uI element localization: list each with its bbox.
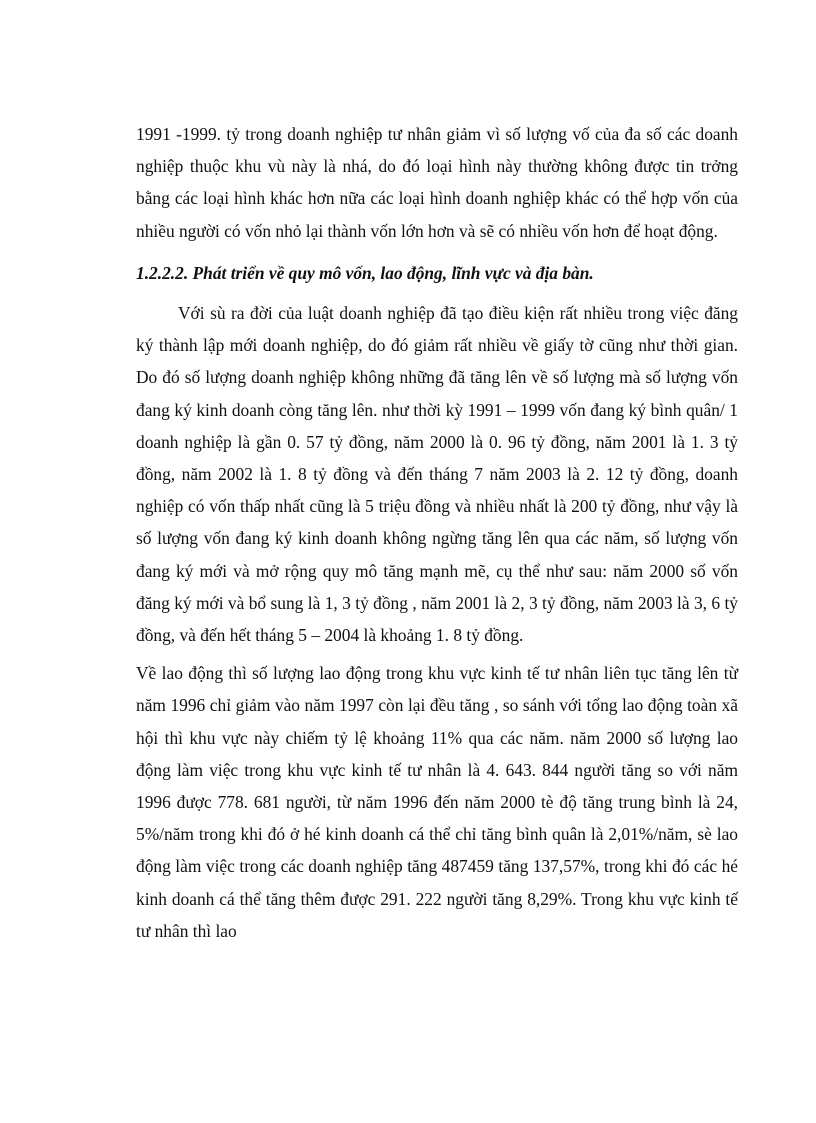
paragraph-capital: Với sù ra đời của luật doanh nghiệp đã tạo điều kiện rất nhiều trong việc đăng ký thành lập mới doanh nghiệp, do đó giảm rất nhiều về giấy tờ cũng như thời gian. Do đó số lượng doanh nghiệp không những đã tăng lên về số lượng mà số lượng vốn đang ký kinh doanh còng tăng lên. như thời kỳ 1991 – 1999 vốn đang ký bình quân/ 1 doanh nghiệp là gần 0. 57 tỷ đồng, năm 2000 là 0. 96 tỷ đồng, năm 2001 là 1. 3 tỷ đồng, năm 2002 là 1. 8 tỷ đồng và đến tháng 7 năm 2003 là 2. 12 tỷ đồng, doanh nghiệp có vốn thấp nhất cũng là 5 triệu đồng và nhiều nhất là 200 tỷ đồng, như vậy là số lượng vốn đang ký kinh doanh không ngừng tăng lên qua các năm, số lượng vốn đang ký mới và mở rộng quy mô tăng mạnh mẽ, cụ thể như sau: năm 2000 số vốn đăng ký mới và bổ sung là 1, 3 tỷ đồng , năm 2001 là 2, 3 tỷ đồng, năm 2003 là 3, 6 tỷ đồng, và đến hết tháng 5 – 2004 là khoảng 1. 8 tỷ đồng.: [136, 303, 738, 646]
page-content: [136, 118, 738, 947]
section-heading: 1.2.2.2. Phát triển về quy mô vốn, lao động, lĩnh vực và địa bàn.: [136, 262, 594, 283]
paragraph-labor: Về lao động thì số lượng lao động trong khu vực kinh tế tư nhân liên tục tăng lên từ năm 1996 chỉ giảm vào năm 1997 còn lại đều tăng , so sánh với tổng lao động toàn xã hội thì khu vực này chiếm tỷ lệ khoảng 11% qua các năm. năm 2000 số lượng lao động làm việc trong khu vực kinh tế tư nhân là 4. 643. 844 người tăng so với năm 1996 được 778. 681 người, từ năm 1996 đến năm 2000 tè độ tăng trung bình là 24, 5%/năm trong khi đó ở hé kinh doanh cá thể chỉ tăng bình quân là 2,01%/năm, sè lao động làm việc trong các doanh nghiệp tăng 487459 tăng 137,57%, trong khi đó các hé kinh doanh cá thể tăng thêm được 291. 222 người tăng 8,29%. Trong khu vực kinh tế tư nhân thì lao: [136, 663, 738, 941]
paragraph-continuation: 1991 -1999. tỷ trong doanh nghiệp tư nhân giảm vì số lượng vố của đa số các doanh nghiệp thuộc khu vù này là nhá, do đó loại hình này thường không được tin trởng bằng các loại hình khác hơn nữa các loại hình doanh nghiệp khác có thể hợp vốn của nhiều người có vốn nhỏ lại thành vốn lớn hơn và sẽ có nhiều vốn hơn để hoạt động.: [136, 124, 738, 241]
